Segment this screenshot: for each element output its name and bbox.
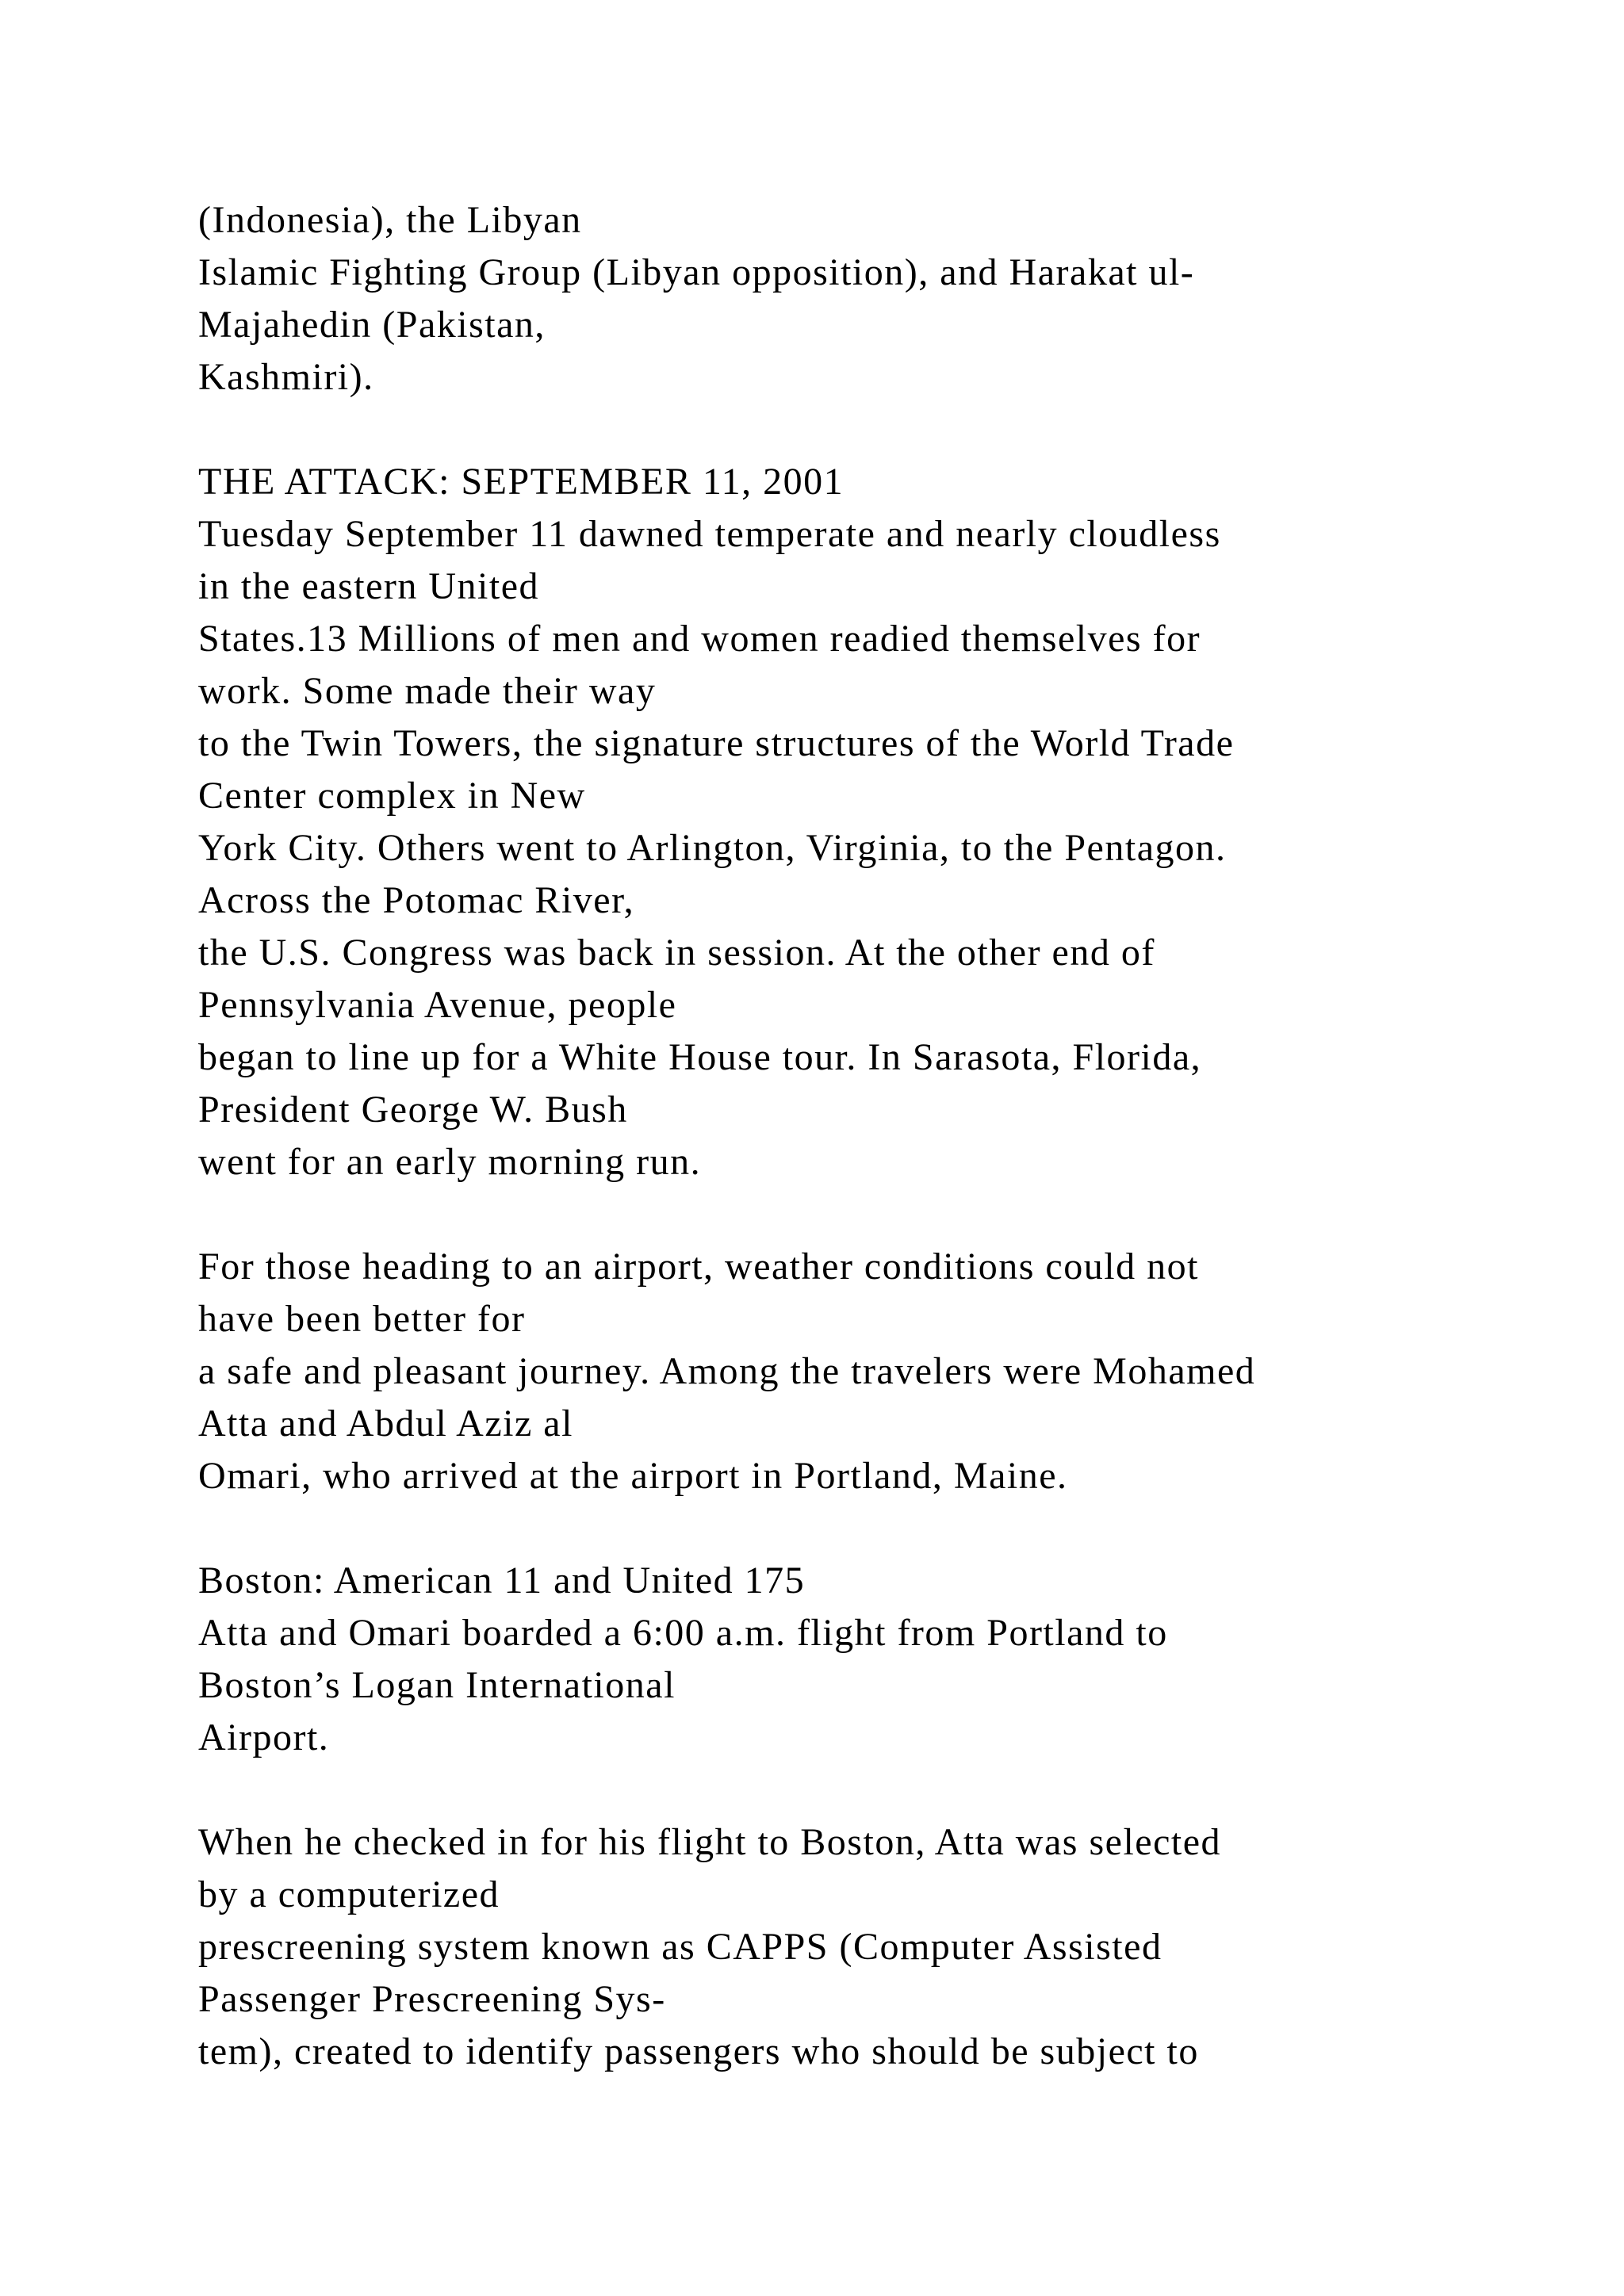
text-line: Airport. — [198, 1716, 330, 1758]
text-line: Center complex in New — [198, 775, 586, 817]
paragraph — [198, 456, 1594, 1188]
section-heading: THE ATTACK: SEPTEMBER 11, 2001 — [198, 461, 845, 503]
text-line: began to line up for a White House tour. In Sarasota, Florida, — [198, 1036, 1202, 1078]
text-line: President George W. Bush — [198, 1089, 628, 1131]
text-line: Passenger Prescreening Sys- — [198, 1978, 666, 2020]
text-line: Atta and Abdul Aziz al — [198, 1402, 573, 1445]
text-line: to the Twin Towers, the signature structures of the World Trade — [198, 722, 1235, 764]
text-line: York City. Others went to Arlington, Virginia, to the Pentagon. — [198, 827, 1227, 869]
text-line: tem), created to identify passengers who should be subject to — [198, 2030, 1199, 2072]
section-heading: Boston: American 11 and United 175 — [198, 1559, 806, 1601]
text-line: a safe and pleasant journey. Among the travelers were Mohamed — [198, 1350, 1256, 1392]
text-line: Kashmiri). — [198, 356, 374, 398]
text-line: Tuesday September 11 dawned temperate and nearly cloudless — [198, 513, 1221, 555]
text-line: have been better for — [198, 1298, 526, 1340]
text-line: Across the Potomac River, — [198, 879, 635, 921]
text-line: the U.S. Congress was back in session. At the other end of — [198, 932, 1155, 974]
text-line: went for an early morning run. — [198, 1141, 702, 1183]
text-line: (Indonesia), the Libyan — [198, 199, 582, 241]
text-line: States.13 Millions of men and women readied themselves for — [198, 618, 1201, 660]
text-line: For those heading to an airport, weather conditions could not — [198, 1246, 1199, 1288]
text-line: Pennsylvania Avenue, people — [198, 984, 677, 1026]
text-line: prescreening system known as CAPPS (Computer Assisted — [198, 1926, 1162, 1968]
text-line: in the eastern United — [198, 565, 540, 607]
paragraph-gap — [198, 1188, 1594, 1241]
text-line: When he checked in for his flight to Boston, Atta was selected — [198, 1821, 1222, 1863]
paragraph — [198, 1816, 1594, 2078]
text-line: by a computerized — [198, 1873, 500, 1915]
text-line: work. Some made their way — [198, 670, 657, 712]
paragraph-gap — [198, 1764, 1594, 1816]
paragraph — [198, 1241, 1594, 1502]
text-line: Atta and Omari boarded a 6:00 a.m. flight from Portland to — [198, 1612, 1168, 1654]
document-text — [198, 194, 1594, 2078]
paragraph-gap — [198, 1502, 1594, 1555]
text-line: Omari, who arrived at the airport in Portland, Maine. — [198, 1455, 1068, 1497]
text-line: Boston’s Logan International — [198, 1664, 676, 1706]
text-line: Islamic Fighting Group (Libyan opposition), and Harakat ul- — [198, 251, 1195, 293]
paragraph-gap — [198, 404, 1594, 456]
paragraph — [198, 194, 1594, 404]
text-line: Majahedin (Pakistan, — [198, 304, 546, 346]
paragraph — [198, 1555, 1594, 1764]
